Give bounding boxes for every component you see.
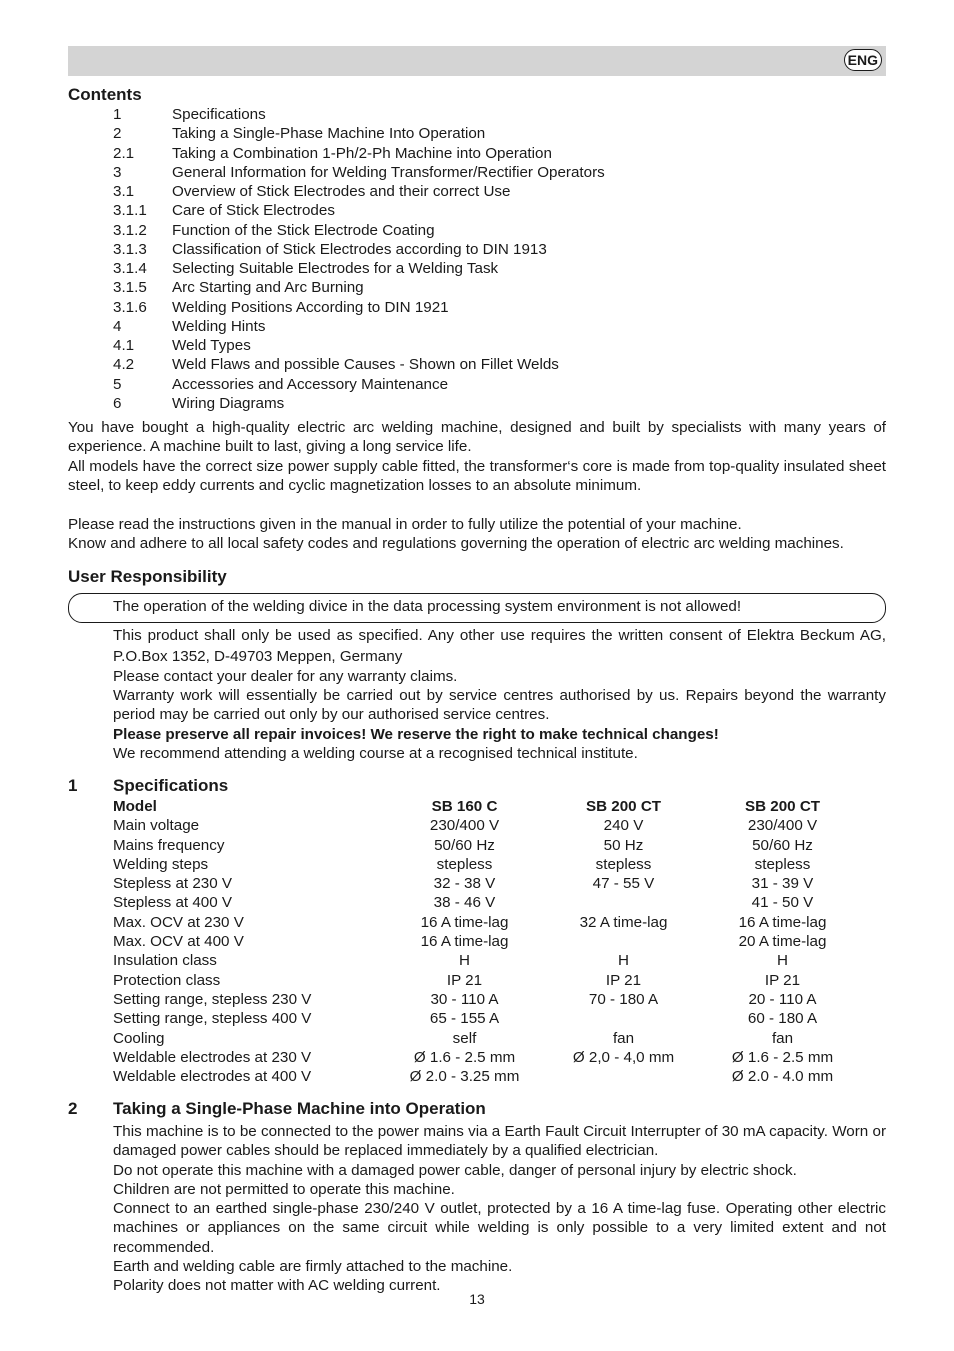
contents-title: Contents [68,85,142,104]
spec-value-cell: Ø 2.0 - 4.0 mm [731,1068,834,1086]
section-2-paragraph-5: Earth and welding cable are firmly attached to the machine. [113,1258,513,1275]
spec-label-cell: Weldable electrodes at 400 V [113,1068,312,1086]
intro-paragraph-2: All models have the correct size power supply cable fitted, the transformer‘s core is made from top-quality insulated sheet steel, to keep eddy currents and cyclic magnetization losses to an absolute minimum. [68,458,886,495]
spec-label-cell: Weldable electrodes at 230 V [113,1048,312,1066]
header-bar [68,46,886,76]
spec-label-cell: Welding steps [113,855,209,873]
spec-value-cell: H [618,952,629,970]
spec-value-cell: H [459,952,470,970]
contents-item [113,336,605,355]
responsibility-paragraph-3: Warranty work will essentially be carried out by service centres authorised by us. Repairs beyond the warranty period may be carried out only by our authorised service centres. [113,687,886,724]
spec-value-cell: 41 - 50 V [751,894,814,912]
spec-label-cell: Main voltage [113,817,200,835]
section-2-number: 2 [68,1099,78,1118]
spec-row [113,836,862,855]
user-responsibility-title: User Responsibility [68,567,227,586]
spec-value-cell: SB 200 CT [744,798,821,815]
contents-item-number: 3.1.3 [113,240,147,258]
spec-value-cell: 16 A time-lag [420,933,509,951]
contents-item-number: 3.1.1 [113,202,147,220]
contents-item [113,201,605,220]
spec-value-cell: IP 21 [446,971,483,989]
contents-item-text: Wiring Diagrams [172,394,285,412]
contents-item [113,298,605,317]
contents-item-text: Taking a Single-Phase Machine Into Operation [172,125,486,143]
spec-value-cell [544,932,703,951]
contents-item [113,278,605,297]
responsibility-paragraph-1: This product shall only be used as specified. Any other use requires the written consent of Elektra Beckum AG, P.O.Box 1352, D-49703 Meppen, Germany [113,627,886,665]
spec-value-cell: fan [771,1029,794,1047]
contents-item-text: Classification of Stick Electrodes according to DIN 1913 [172,240,547,258]
spec-value-cell: IP 21 [764,971,801,989]
contents-item-number: 3 [113,163,122,181]
spec-row [113,874,862,893]
intro-paragraph-3: Please read the instructions given in the manual in order to fully utilize the potential of your machine. [68,516,742,533]
spec-value-cell: 20 - 110 A [748,990,817,1008]
spec-value-cell: 30 - 110 A [430,990,499,1008]
spec-row [113,971,862,990]
spec-label-cell: Protection class [113,971,221,989]
language-badge: ENG [844,49,882,71]
spec-value-cell: stepless [436,855,493,873]
specifications-number: 1 [68,776,78,795]
contents-item-text: Care of Stick Electrodes [172,202,335,220]
spec-value-cell: 230/400 V [429,817,500,835]
spec-value-cell: 240 V [603,817,644,835]
contents-item-text: General Information for Welding Transformer/Rectifier Operators [172,163,605,181]
spec-label-cell: Insulation class [113,952,217,970]
responsibility-paragraph-2: Please contact your dealer for any warranty claims. [113,668,458,685]
section-2-paragraph-1: This machine is to be connected to the power mains via a Earth Fault Circuit Interrupter of 30 mA capacity. Worn or damaged power cables should be replaced immediately by a qualified electrician. [113,1123,886,1160]
contents-item-number: 3.1 [113,183,135,200]
spec-value-cell: self [452,1029,477,1047]
spec-value-cell: Ø 2.0 - 3.25 mm [409,1068,520,1086]
contents-item-number: 4.2 [113,356,135,374]
contents-item-number: 1 [113,106,122,123]
spec-value-cell: SB 200 CT [585,798,662,815]
contents-item-text: Weld Types [172,337,251,354]
specifications-table [113,797,862,1086]
spec-value-cell: 50 Hz [603,836,644,854]
notice-text: The operation of the welding divice in the data processing system environment is not allowed! [113,598,742,615]
contents-item-number: 3.1.4 [113,260,147,277]
spec-label-cell: Max. OCV at 400 V [113,933,244,951]
contents-item [113,240,605,259]
contents-item [113,144,605,163]
spec-value-cell: Ø 2,0 - 4,0 mm [572,1048,675,1066]
section-2-paragraph-6: Polarity does not matter with AC welding current. [113,1277,441,1294]
spec-value-cell: 50/60 Hz [752,836,813,854]
contents-item-number: 5 [113,375,122,393]
spec-row [113,1029,862,1048]
section-2-paragraph-2: Do not operate this machine with a damaged power cable, danger of personal injury by electric shock. [113,1162,797,1179]
spec-value-cell: 16 A time-lag [738,913,827,931]
spec-label-cell: Mains frequency [113,836,225,854]
responsibility-paragraph-4: Please preserve all repair invoices! We reserve the right to make technical changes! [113,726,719,743]
spec-value-cell [544,1067,703,1086]
contents-item-text: Taking a Combination 1-Ph/2-Ph Machine into Operation [172,144,552,162]
spec-row [113,1048,862,1067]
contents-item-text: Arc Starting and Arc Burning [172,279,364,297]
intro-paragraph-1: You have bought a high-quality electric arc welding machine, designed and built by specialists with many years of experience. A machine built to last, giving a long service life. [68,419,886,456]
spec-label-cell: Model [113,798,157,815]
specifications-title: Specifications [113,776,229,795]
spec-value-cell: 32 A time-lag [579,913,668,931]
contents-item [113,221,605,240]
page-number: 13 [469,1291,485,1307]
contents-item-number: 3.1.5 [113,279,147,297]
spec-value-cell: 47 - 55 V [592,875,655,893]
spec-row [113,1067,862,1086]
spec-value-cell [544,1009,703,1028]
spec-label-cell: Max. OCV at 230 V [113,913,244,931]
contents-item [113,105,605,124]
contents-item-text: Function of the Stick Electrode Coating [172,221,435,239]
spec-value-cell: SB 160 C [431,798,498,815]
spec-value-cell: 32 - 38 V [433,875,496,893]
spec-label-cell: Stepless at 230 V [113,875,233,893]
contents-list [113,105,605,413]
spec-value-cell: 65 - 155 A [429,1010,500,1028]
spec-value-cell: stepless [754,855,811,873]
spec-value-cell: fan [612,1029,635,1047]
spec-row [113,990,862,1009]
spec-value-cell: Ø 1.6 - 2.5 mm [413,1048,516,1066]
spec-value-cell: 38 - 46 V [433,894,496,912]
spec-row [113,893,862,912]
responsibility-paragraph-5: We recommend attending a welding course at a recognised technical institute. [113,745,638,762]
contents-item [113,124,605,143]
spec-value-cell: IP 21 [605,971,642,989]
spec-row [113,913,862,932]
contents-item-number: 3.1.6 [113,298,147,316]
spec-row [113,932,862,951]
contents-item [113,259,605,278]
contents-item-number: 4 [113,317,122,335]
spec-row [113,855,862,874]
spec-header-row [113,797,862,816]
contents-item-text: Specifications [172,106,266,123]
contents-item [113,375,605,394]
contents-item-number: 2.1 [113,144,135,162]
spec-value-cell: H [777,952,788,970]
contents-item [113,163,605,182]
contents-item-text: Weld Flaws and possible Causes - Shown on Fillet Welds [172,356,559,374]
spec-label-cell: Cooling [113,1029,165,1047]
spec-value-cell: 230/400 V [747,817,818,835]
spec-label-cell: Setting range, stepless 230 V [113,990,312,1008]
spec-row [113,951,862,970]
contents-item [113,317,605,336]
spec-value-cell: Ø 1.6 - 2.5 mm [731,1048,834,1066]
spec-value-cell: 70 - 180 A [588,990,659,1008]
section-2-paragraph-4: Connect to an earthed single-phase 230/240 V outlet, protected by a 16 A time-lag fuse. Operating other electric machines or appliances on the same circuit while welding is only possible to a very limited extent and not recommended. [113,1200,886,1256]
spec-row [113,1009,862,1028]
spec-value-cell: 16 A time-lag [420,913,509,931]
spec-row [113,816,862,835]
contents-item [113,394,605,413]
spec-value-cell [544,893,703,912]
spec-value-cell: 60 - 180 A [747,1010,818,1028]
contents-item-number: 4.1 [113,337,135,354]
spec-label-cell: Setting range, stepless 400 V [113,1010,312,1028]
contents-item [113,182,605,201]
contents-item-text: Selecting Suitable Electrodes for a Welding Task [172,260,499,277]
contents-item-number: 3.1.2 [113,221,147,239]
section-2-paragraph-3: Children are not permitted to operate this machine. [113,1181,455,1198]
spec-label-cell: Stepless at 400 V [113,894,233,912]
intro-paragraph-4: Know and adhere to all local safety codes and regulations governing the operation of electric arc welding machines. [68,535,844,552]
contents-item-text: Overview of Stick Electrodes and their correct Use [172,183,511,200]
spec-value-cell: 20 A time-lag [738,933,827,951]
spec-value-cell: 50/60 Hz [434,836,495,854]
section-2-title: Taking a Single-Phase Machine into Operation [113,1099,486,1118]
contents-item-text: Welding Positions According to DIN 1921 [172,298,449,316]
contents-item-number: 6 [113,394,122,412]
spec-value-cell: stepless [595,855,652,873]
contents-item-number: 2 [113,125,122,143]
contents-item-text: Welding Hints [172,317,266,335]
notice-box [68,593,886,623]
contents-item [113,355,605,374]
spec-value-cell: 31 - 39 V [751,875,814,893]
contents-item-text: Accessories and Accessory Maintenance [172,375,449,393]
